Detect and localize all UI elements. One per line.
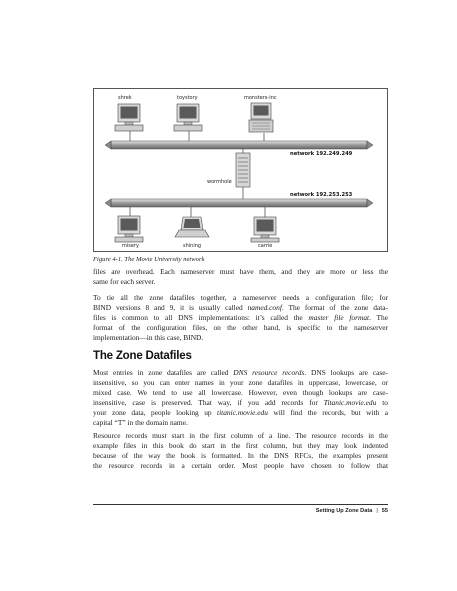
- text-line: format of the configuration files, on the other hand, is specific to the nameserver: [93, 322, 388, 332]
- network-label-1: network 192.249.249: [290, 151, 353, 157]
- workstation-icon: [249, 103, 273, 132]
- figure-frame: [93, 88, 388, 252]
- computer-icon: [115, 104, 143, 131]
- text-line: capital “T” in the domain name.: [93, 417, 188, 427]
- computer-icon: [174, 104, 202, 131]
- text-line: files is common to all DNS implementations: it’s called the master file format. The: [93, 312, 388, 322]
- text-line: implementation—in this case, BIND.: [93, 332, 204, 342]
- text-line: Most entries in zone datafiles are called DNS resource records. DNS lookups are case-: [93, 368, 388, 377]
- host-label-shrek: shrek: [118, 95, 132, 101]
- router-icon: [236, 153, 250, 187]
- text-line: the resource records in a certain order. Most people have chosen to follow that: [93, 460, 388, 470]
- laptop-icon: [175, 217, 209, 237]
- footer-section-title: Setting Up Zone Data: [315, 508, 373, 514]
- paragraph-1: [93, 267, 388, 287]
- text-line: files are overhead. Each nameserver must have them, and they are more or less the: [93, 267, 388, 276]
- text-line: Resource records must start in the first column of a line. The resource records in the: [93, 431, 388, 440]
- footer-rule: [93, 504, 388, 505]
- host-label-shining: shining: [183, 243, 202, 249]
- router-label: wormhole: [207, 179, 232, 185]
- figure-caption: Figure 4-1. The Movie University network: [93, 256, 205, 263]
- footer-separator: |: [376, 508, 378, 514]
- text-line: because of the way the book is formatted. In the DNS RFCs, the examples present: [93, 450, 388, 460]
- host-label-monsters-inc: monsters-inc: [244, 95, 277, 101]
- network-label-2: network 192.253.253: [290, 192, 353, 198]
- paragraph-3: [93, 368, 388, 427]
- text-line: insensitive, so you can enter names in your zone datafiles in uppercase, lowercase, or: [93, 377, 388, 387]
- page-footer: [316, 508, 388, 514]
- section-heading: The Zone Datafiles: [93, 350, 192, 362]
- text-line: To tie all the zone datafiles together, a nameserver needs a configuration file; for: [93, 293, 388, 302]
- network-diagram: [94, 89, 389, 253]
- page-number: 55: [381, 508, 388, 514]
- computer-icon: [115, 216, 143, 242]
- text-line: example files in this book do start in the first column, but they may look indented: [93, 440, 388, 450]
- text-line: BIND versions 8 and 9, it is usually called named.conf. The format of the zone data-: [93, 302, 388, 312]
- host-label-carrie: carrie: [258, 243, 273, 249]
- text-line: insensitive, case is preserved. That way, if you add records for Titanic.movie.edu to: [93, 397, 388, 407]
- host-label-misery: misery: [122, 243, 139, 249]
- paragraph-4: [93, 431, 388, 471]
- text-line: same for each server.: [93, 276, 156, 286]
- text-line: your zone data, people looking up titanic.movie.edu will find the records, but with a: [93, 407, 389, 417]
- text-line: mixed case. We tend to use all lowercase. However, even though lookups are case-: [93, 387, 388, 397]
- host-label-toystory: toystory: [177, 95, 198, 101]
- network-bus-2: [105, 199, 373, 207]
- network-bus-1: [105, 141, 373, 149]
- computer-icon: [251, 217, 279, 242]
- paragraph-2: [93, 293, 388, 343]
